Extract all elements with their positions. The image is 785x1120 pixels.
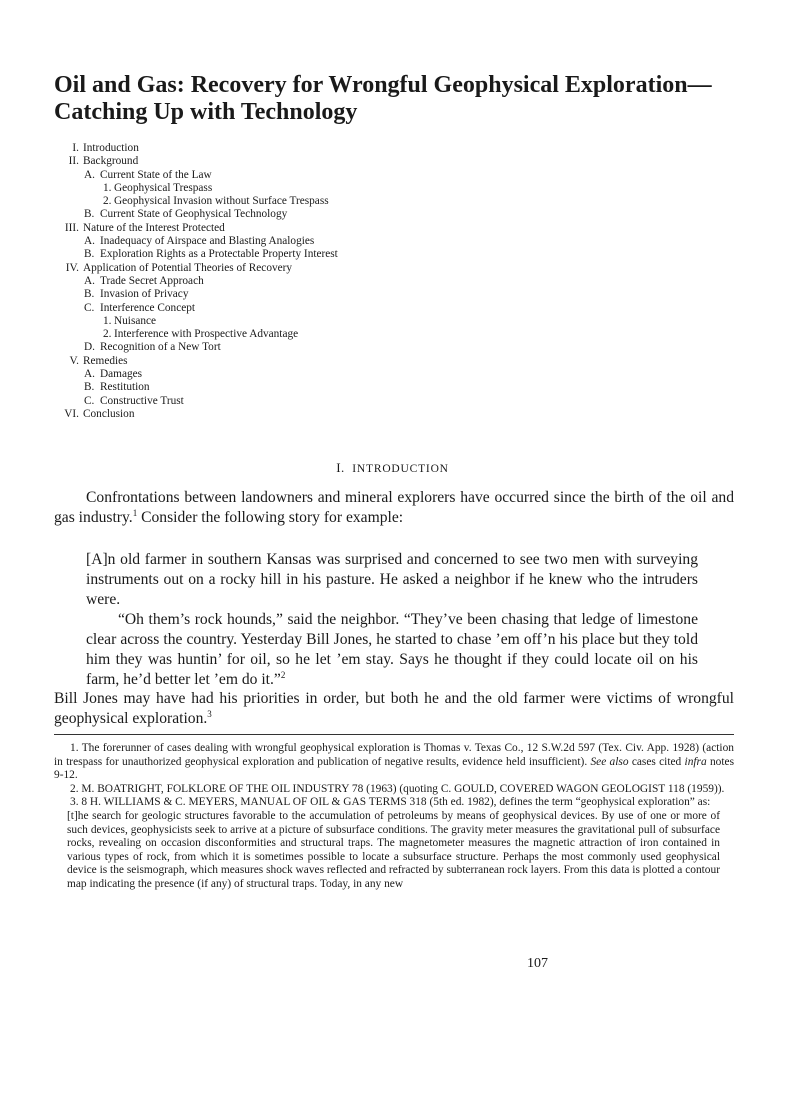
toc-entry-label: Recognition of a New Tort <box>100 341 221 354</box>
toc-entry <box>54 208 654 221</box>
toc-entry-label: Geophysical Invasion without Surface Trespass <box>114 195 329 208</box>
quote-paragraph-2-text: “Oh them’s rock hounds,” said the neighbor. “They’ve been chasing that ledge of limestone clear across the country. Yesterday Bill Jones, he started to chase ’em off’n his place but they told him they was huntin’ for oil, so he let ’em stay. Says he thought if they could locate oil on his farm, he’d better let ’em do it.” <box>86 611 698 688</box>
toc-entry-number: B. <box>84 208 95 221</box>
footnote-ref-2: 2 <box>280 669 286 680</box>
toc-entry-number: 1. <box>103 314 112 327</box>
toc-entry-label: Restitution <box>100 381 150 394</box>
footnote-1-text-cont: cases cited <box>628 755 685 768</box>
section-title: INTRODUCTION <box>352 463 449 475</box>
toc-entry-number: I. <box>72 142 79 154</box>
toc-entry <box>54 395 654 408</box>
toc-entry-label: Conclusion <box>83 407 135 420</box>
paragraph-conclusion-text: Bill Jones may have had his priorities in order, but both he and the old farmer were victims of wrongful geophysical exploration. <box>54 690 734 727</box>
toc-entry-label: Constructive Trust <box>100 394 184 407</box>
footnote-1-signal: See also <box>590 755 629 768</box>
footnote-2: 2. M. BOATRIGHT, FOLKLORE OF THE OIL INDUSTRY 78 (1963) (quoting C. GOULD, COVERED WAGON GEOLOGIST 118 (1959)). <box>70 782 725 795</box>
toc-entry <box>54 155 654 168</box>
toc-entry-label: Introduction <box>83 142 139 154</box>
toc-entry <box>54 368 654 381</box>
toc-entry-number: A. <box>84 168 95 181</box>
toc-entry-number: V. <box>69 354 79 367</box>
toc-entry <box>54 315 654 328</box>
toc-entry-number: VI. <box>64 407 79 420</box>
toc-entry-number: B. <box>84 248 95 261</box>
footnote-3: 3. 8 H. WILLIAMS & C. MEYERS, MANUAL OF OIL & GAS TERMS 318 (5th ed. 1982), defines the term “geophysical exploration” as: <box>70 796 711 809</box>
toc-entry <box>54 302 654 315</box>
toc-entry <box>54 262 654 275</box>
block-quote <box>86 550 698 690</box>
toc-entry <box>54 288 654 301</box>
footnote-1-text-end: notes 9-12. <box>54 755 735 782</box>
toc-entry-label: Remedies <box>83 354 128 367</box>
table-of-contents <box>54 142 654 421</box>
toc-entry <box>54 328 654 341</box>
toc-entry-number: 2. <box>103 328 112 341</box>
toc-entry-label: Invasion of Privacy <box>100 288 189 301</box>
toc-entry-number: II. <box>68 155 79 168</box>
toc-entry <box>54 195 654 208</box>
toc-entry <box>54 275 654 288</box>
paragraph-intro-text: Confrontations between landowners and mineral explorers have occurred since the birth of the oil and gas industry. <box>54 489 734 526</box>
toc-entry-number: III. <box>64 221 79 234</box>
toc-entry-number: 2. <box>103 195 112 208</box>
toc-entry <box>54 355 654 368</box>
footnote-1-infra: infra <box>684 755 707 768</box>
toc-entry-number: A. <box>84 235 95 248</box>
paragraph-intro-text-cont: Consider the following story for example: <box>137 509 404 526</box>
toc-entry-number: C. <box>84 301 95 314</box>
toc-entry-label: Trade Secret Approach <box>100 274 204 287</box>
footnote-ref-3: 3 <box>207 708 212 719</box>
toc-entry-number: C. <box>84 394 95 407</box>
paragraph-intro <box>54 488 734 528</box>
toc-entry-label: Exploration Rights as a Protectable Property Interest <box>100 248 338 261</box>
toc-entry <box>54 381 654 394</box>
toc-entry-number: A. <box>84 274 95 287</box>
toc-entry-number: 1. <box>103 181 112 194</box>
toc-entry-label: Application of Potential Theories of Recovery <box>83 261 293 274</box>
quote-paragraph-2 <box>86 610 698 690</box>
toc-entry <box>54 341 654 354</box>
footnote-1 <box>54 742 734 783</box>
page-number: 107 <box>527 956 548 971</box>
toc-entry-label: Geophysical Trespass <box>114 181 213 194</box>
toc-entry <box>54 169 654 182</box>
footnote-1-text: 1. The forerunner of cases dealing with wrongful geophysical exploration is Thomas v. Texas Co., 12 S.W.2d 597 (Tex. Civ. App. 1928) (action in trespass for unauthorized geophysical exploration and publication of negative results, evidence held insufficient). <box>54 742 734 768</box>
section-number: I. <box>336 460 345 475</box>
toc-entry <box>54 182 654 195</box>
toc-entry-label: Background <box>83 155 139 168</box>
toc-entry <box>54 142 654 155</box>
footnote-3-block-quote: [t]he search for geologic structures favorable to the accumulation of petroleums by means of geophysical devices. By use of one or more of such devices, geophysicists seek to arrive at a picture of subsurface conditions. The gravity meter measures the gravitational pull of subsurface rocks, revealing on occasion disconformities and structural traps. The magnetometer measures the magnetic attraction of iron contained in various types of rock, from which it is sometimes possible to locate a subsurface structure. Perhaps the most commonly used geophysical device is the seismograph, which measures shock waves reflected and refracted by subterranean rock layers. From this data is plotted a contour map indicating the presence (if any) of structural traps. Today, in any new <box>67 809 720 890</box>
article-title: Oil and Gas: Recovery for Wrongful Geophysical Exploration—Catching Up with Technology <box>54 72 712 125</box>
toc-entry-label: Damages <box>100 368 143 381</box>
section-heading <box>0 460 785 476</box>
toc-entry-number: A. <box>84 368 95 381</box>
footnote-ref-1: 1 <box>132 507 138 518</box>
paragraph-conclusion <box>54 689 734 729</box>
toc-entry-label: Interference Concept <box>100 301 196 314</box>
toc-entry <box>54 235 654 248</box>
toc-entry-number: IV. <box>65 261 79 274</box>
toc-entry-label: Current State of Geophysical Technology <box>100 208 288 221</box>
toc-entry <box>54 248 654 261</box>
quote-paragraph-1: [A]n old farmer in southern Kansas was surprised and concerned to see two men with surveying instruments out on a rocky hill in his pasture. He asked a neighbor if he knew who the intruders were. <box>86 551 698 608</box>
toc-entry-label: Current State of the Law <box>100 168 212 181</box>
toc-entry <box>54 222 654 235</box>
footnote-divider <box>54 734 734 735</box>
toc-entry-label: Interference with Prospective Advantage <box>114 328 299 341</box>
toc-entry-number: B. <box>84 288 95 301</box>
toc-entry-label: Nature of the Interest Protected <box>83 221 225 234</box>
footnotes <box>54 742 734 892</box>
toc-entry-number: D. <box>84 341 95 354</box>
toc-entry-label: Inadequacy of Airspace and Blasting Analogies <box>100 235 315 248</box>
toc-entry-label: Nuisance <box>114 314 157 327</box>
toc-entry <box>54 408 654 421</box>
toc-entry-number: B. <box>84 381 95 394</box>
